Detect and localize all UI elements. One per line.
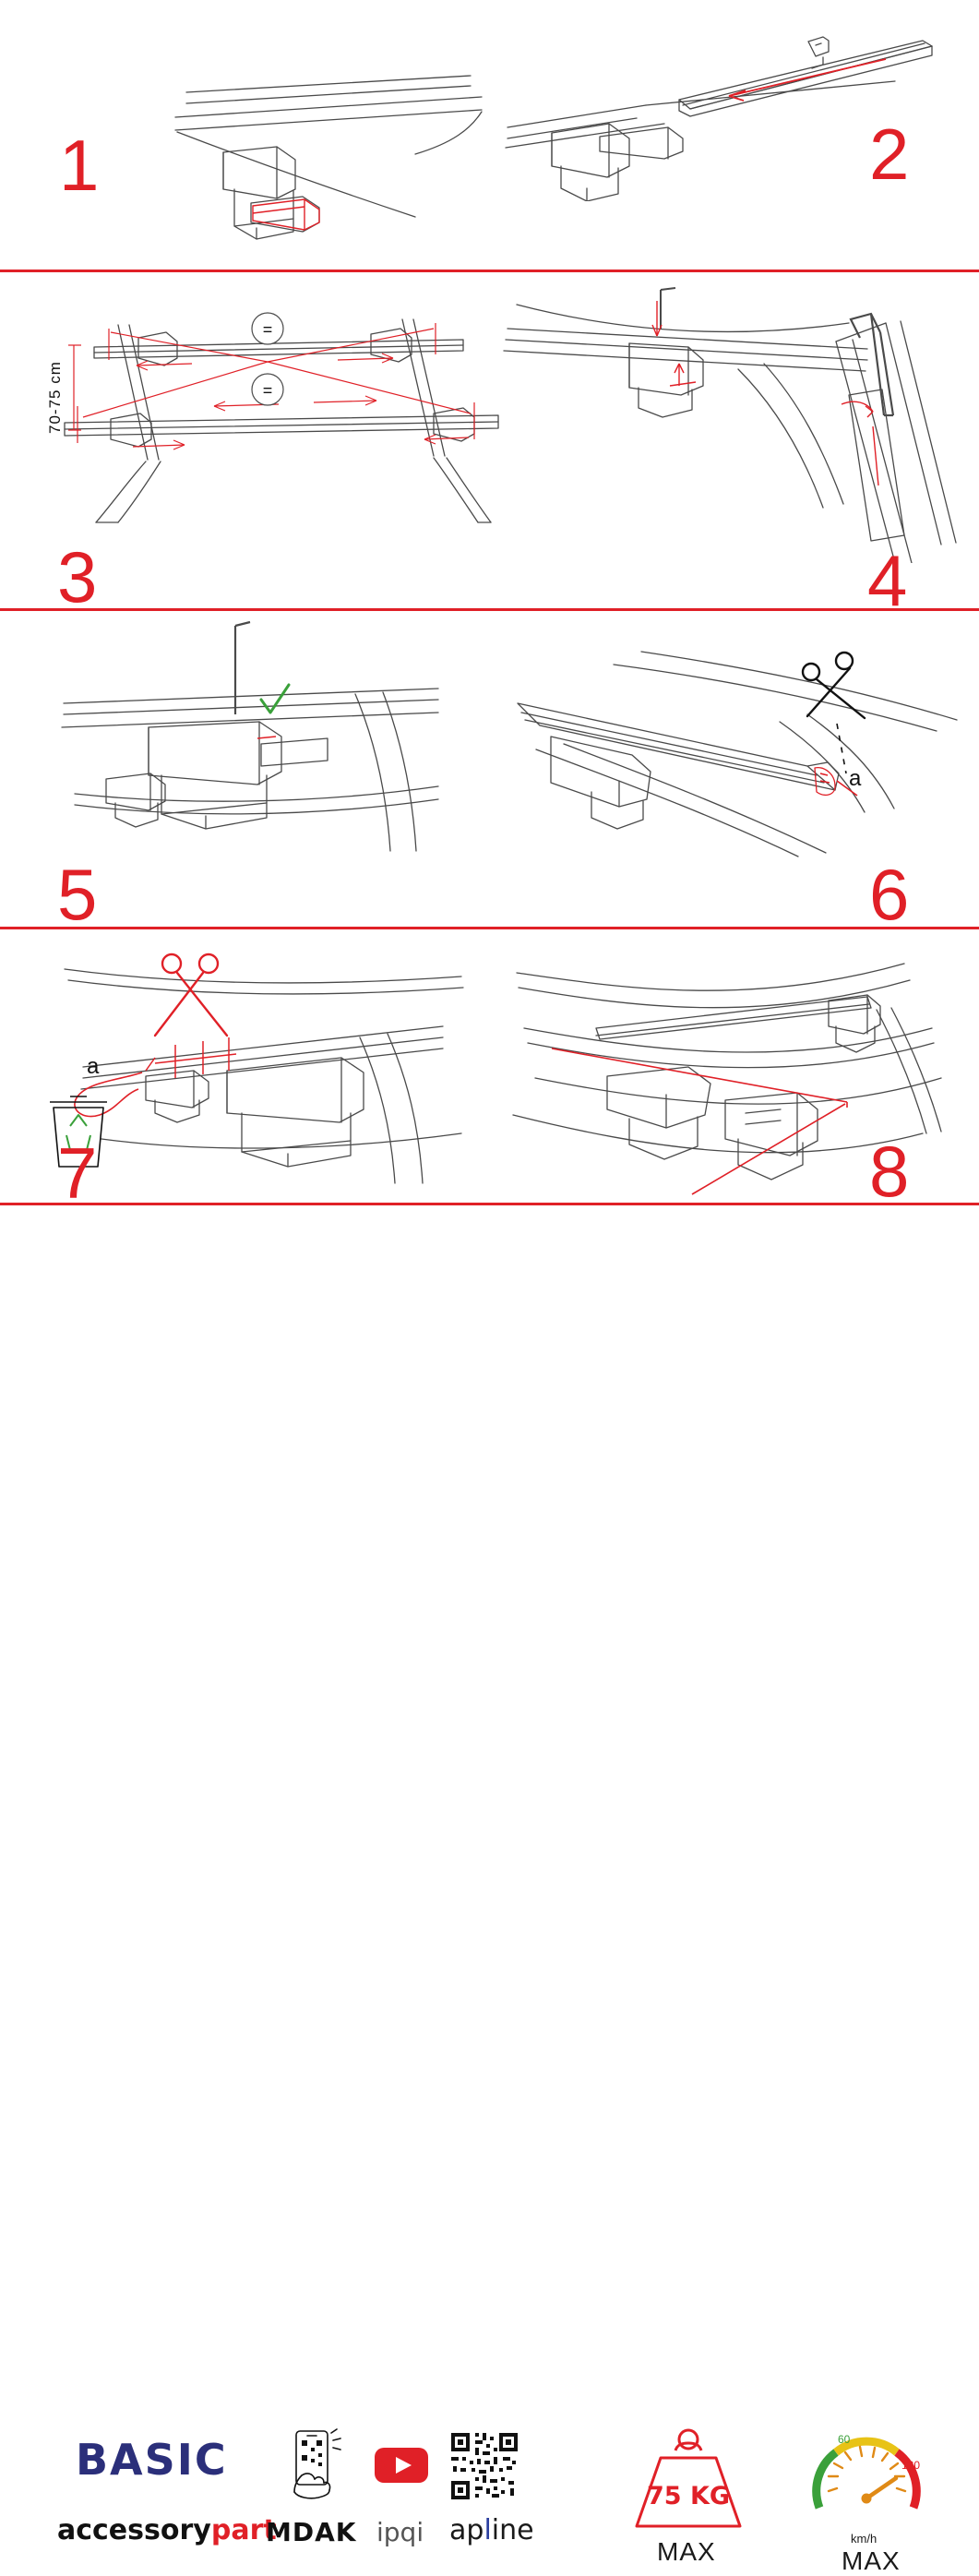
step-number-1: 1: [59, 125, 100, 206]
brand-name-dark: accessory: [57, 2514, 211, 2546]
step-number-7: 7: [57, 1132, 98, 1214]
step-number-6: 6: [869, 854, 910, 935]
qr-code-icon: [449, 2431, 519, 2501]
divider-row-2: [0, 608, 979, 611]
weight-max-label: MAX: [657, 2537, 716, 2566]
svg-text:=: =: [262, 320, 273, 339]
partner-label-apline: apline: [449, 2514, 534, 2546]
youtube-play-icon[interactable]: [373, 2444, 430, 2486]
step-7-part-label: a: [87, 1054, 100, 1079]
weight-value: 75 KG: [646, 2482, 731, 2510]
divider-row-1: [0, 270, 979, 272]
speed-max-label: MAX: [842, 2546, 901, 2575]
step-number-4: 4: [867, 540, 908, 621]
footer-brand-strip: [0, 1203, 979, 2575]
step-5-illustration: [51, 620, 466, 860]
step-4-illustration: [498, 286, 960, 563]
step-7-illustration: [46, 941, 480, 1191]
speed-unit-label: km/h: [851, 2532, 878, 2546]
accessorypart-logo: [57, 2514, 277, 2546]
step-6-part-label: a: [849, 766, 862, 791]
svg-text:=: =: [262, 381, 273, 400]
partner-label-ipqi: ipqi: [376, 2517, 424, 2547]
partner-label-mdak: MDAK: [266, 2517, 357, 2547]
step-1-illustration: [138, 51, 489, 254]
speedometer-icon: [805, 2423, 928, 2534]
step-3-illustration: [37, 305, 517, 526]
step-number-8: 8: [869, 1131, 910, 1212]
speed-tick-120: 120: [901, 2459, 921, 2472]
step-number-5: 5: [57, 854, 98, 935]
step-number-2: 2: [869, 114, 910, 195]
speed-tick-60: 60: [838, 2433, 851, 2446]
step-6-illustration: [503, 628, 964, 868]
brand-name-red: part: [210, 2514, 277, 2546]
step-number-3: 3: [57, 536, 98, 617]
weight-icon: [624, 2426, 753, 2534]
basic-wordmark: BASIC: [76, 2435, 228, 2485]
step-3-distance-label: 70-75 cm: [46, 361, 64, 434]
hand-phone-qr-icon: [281, 2427, 355, 2501]
divider-row-3: [0, 927, 979, 929]
